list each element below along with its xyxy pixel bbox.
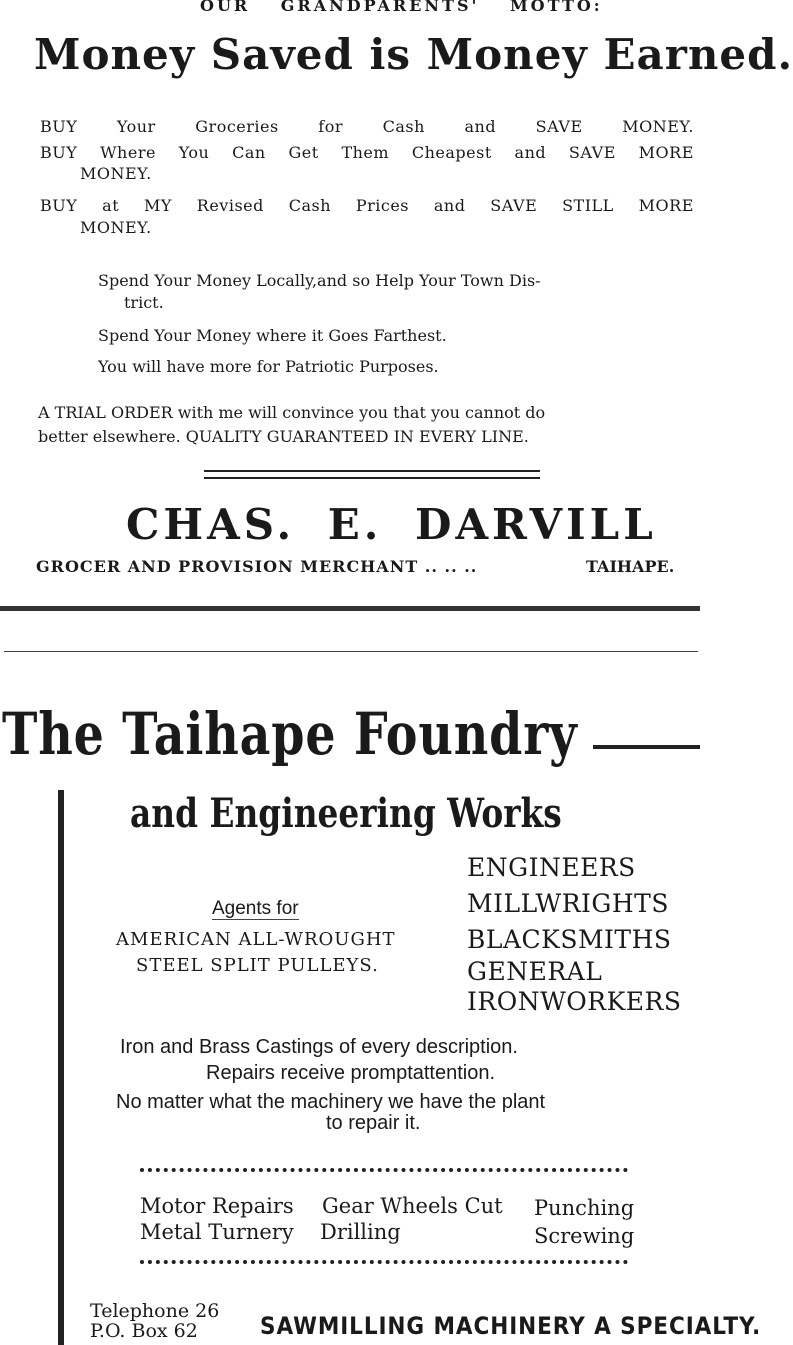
- headline: Money Saved is Money Earned.: [34, 30, 793, 79]
- ad-separator-thick: [0, 606, 700, 611]
- service-punching: Punching: [534, 1196, 635, 1220]
- word: BUY: [40, 117, 78, 136]
- trade-ironworkers: IRONWORKERS: [467, 987, 682, 1016]
- word: Revised: [196, 196, 264, 215]
- merchant-name: CHAS. E. DARVILL: [126, 500, 657, 549]
- word: at: [102, 196, 120, 215]
- spend-line-2: Spend Your Money where it Goes Farthest.: [98, 326, 447, 345]
- word: Cash: [382, 117, 425, 136]
- word: for: [318, 117, 343, 136]
- service-gear-wheels: Gear Wheels Cut: [322, 1194, 503, 1218]
- trial-line-1: A TRIAL ORDER with me will convince you that you cannot do: [38, 403, 546, 422]
- agents-label: Agents for: [212, 898, 299, 919]
- word: Prices: [355, 196, 410, 215]
- word: Your: [116, 117, 156, 136]
- word: BUY: [40, 196, 78, 215]
- buy-line-2-cont: MONEY.: [80, 164, 152, 183]
- word: Cash: [288, 196, 331, 215]
- word: MY: [143, 196, 172, 215]
- foundry-title: The Taihape Foundry: [2, 700, 578, 768]
- title-dash: [593, 745, 700, 749]
- word: BUY: [40, 143, 78, 162]
- trade-engineers: ENGINEERS: [467, 853, 636, 882]
- specialty-line: SAWMILLING MACHINERY A SPECIALTY.: [260, 1312, 762, 1340]
- spend-line-1: Spend Your Money Locally,and so Help Your Town Dis-: [98, 271, 541, 290]
- buy-line-3: [40, 196, 694, 215]
- buy-line-2: [40, 143, 694, 162]
- po-box: P.O. Box 62: [90, 1320, 198, 1342]
- chain-rule-bottom: [140, 1260, 628, 1264]
- word: Where: [100, 143, 156, 162]
- word: SAVE: [535, 117, 583, 136]
- spend-line-3: You will have more for Patriotic Purposes.: [98, 357, 439, 376]
- word: You: [178, 143, 210, 162]
- foundry-subtitle: and Engineering Works: [130, 790, 562, 837]
- trade-millwrights: MILLWRIGHTS: [467, 889, 669, 918]
- word: Groceries: [195, 117, 279, 136]
- trial-line-2: better elsewhere. QUALITY GUARANTEED IN EVERY LINE.: [38, 427, 529, 446]
- castings-line-1: Iron and Brass Castings of every description.: [120, 1036, 518, 1058]
- word: and: [464, 117, 497, 136]
- ad-separator-thin: [4, 651, 698, 652]
- word: STILL: [562, 196, 614, 215]
- agents-line-1: AMERICAN ALL-WROUGHT: [116, 929, 396, 950]
- double-rule: [204, 470, 540, 479]
- agents-line-2: STEEL SPLIT PULLEYS.: [136, 955, 379, 976]
- merchant-town: TAIHAPE.: [586, 557, 675, 576]
- service-screwing: Screwing: [534, 1224, 635, 1248]
- telephone: Telephone 26: [90, 1300, 220, 1322]
- service-motor-repairs: Motor Repairs: [140, 1194, 294, 1218]
- merchant-role: GROCER AND PROVISION MERCHANT .. .. ..: [36, 557, 478, 576]
- trade-blacksmiths: BLACKSMITHS: [467, 925, 672, 954]
- word: SAVE: [490, 196, 538, 215]
- trade-general: GENERAL: [467, 957, 603, 986]
- service-metal-turnery: Metal Turnery: [140, 1220, 294, 1244]
- word: Get: [288, 143, 319, 162]
- word: and: [514, 143, 547, 162]
- buy-line-3-cont: MONEY.: [80, 218, 152, 237]
- word: Cheapest: [411, 143, 492, 162]
- word: MONEY.: [622, 117, 694, 136]
- word: MORE: [638, 143, 694, 162]
- word: MORE: [638, 196, 694, 215]
- castings-line-3: No matter what the machinery we have the plant: [116, 1091, 546, 1113]
- word: SAVE: [568, 143, 616, 162]
- castings-line-2: Repairs receive promptattention.: [206, 1062, 496, 1084]
- left-border-bar: [58, 790, 64, 1345]
- motto-heading: OUR GRANDPARENTS' MOTTO:: [200, 0, 603, 15]
- word: Them: [341, 143, 390, 162]
- word: and: [433, 196, 466, 215]
- castings-line-4: to repair it.: [326, 1112, 421, 1134]
- chain-rule-top: [140, 1168, 628, 1172]
- spend-line-1-cont: trict.: [124, 293, 164, 312]
- service-drilling: Drilling: [320, 1220, 401, 1244]
- buy-line-1: [40, 117, 694, 136]
- word: Can: [232, 143, 266, 162]
